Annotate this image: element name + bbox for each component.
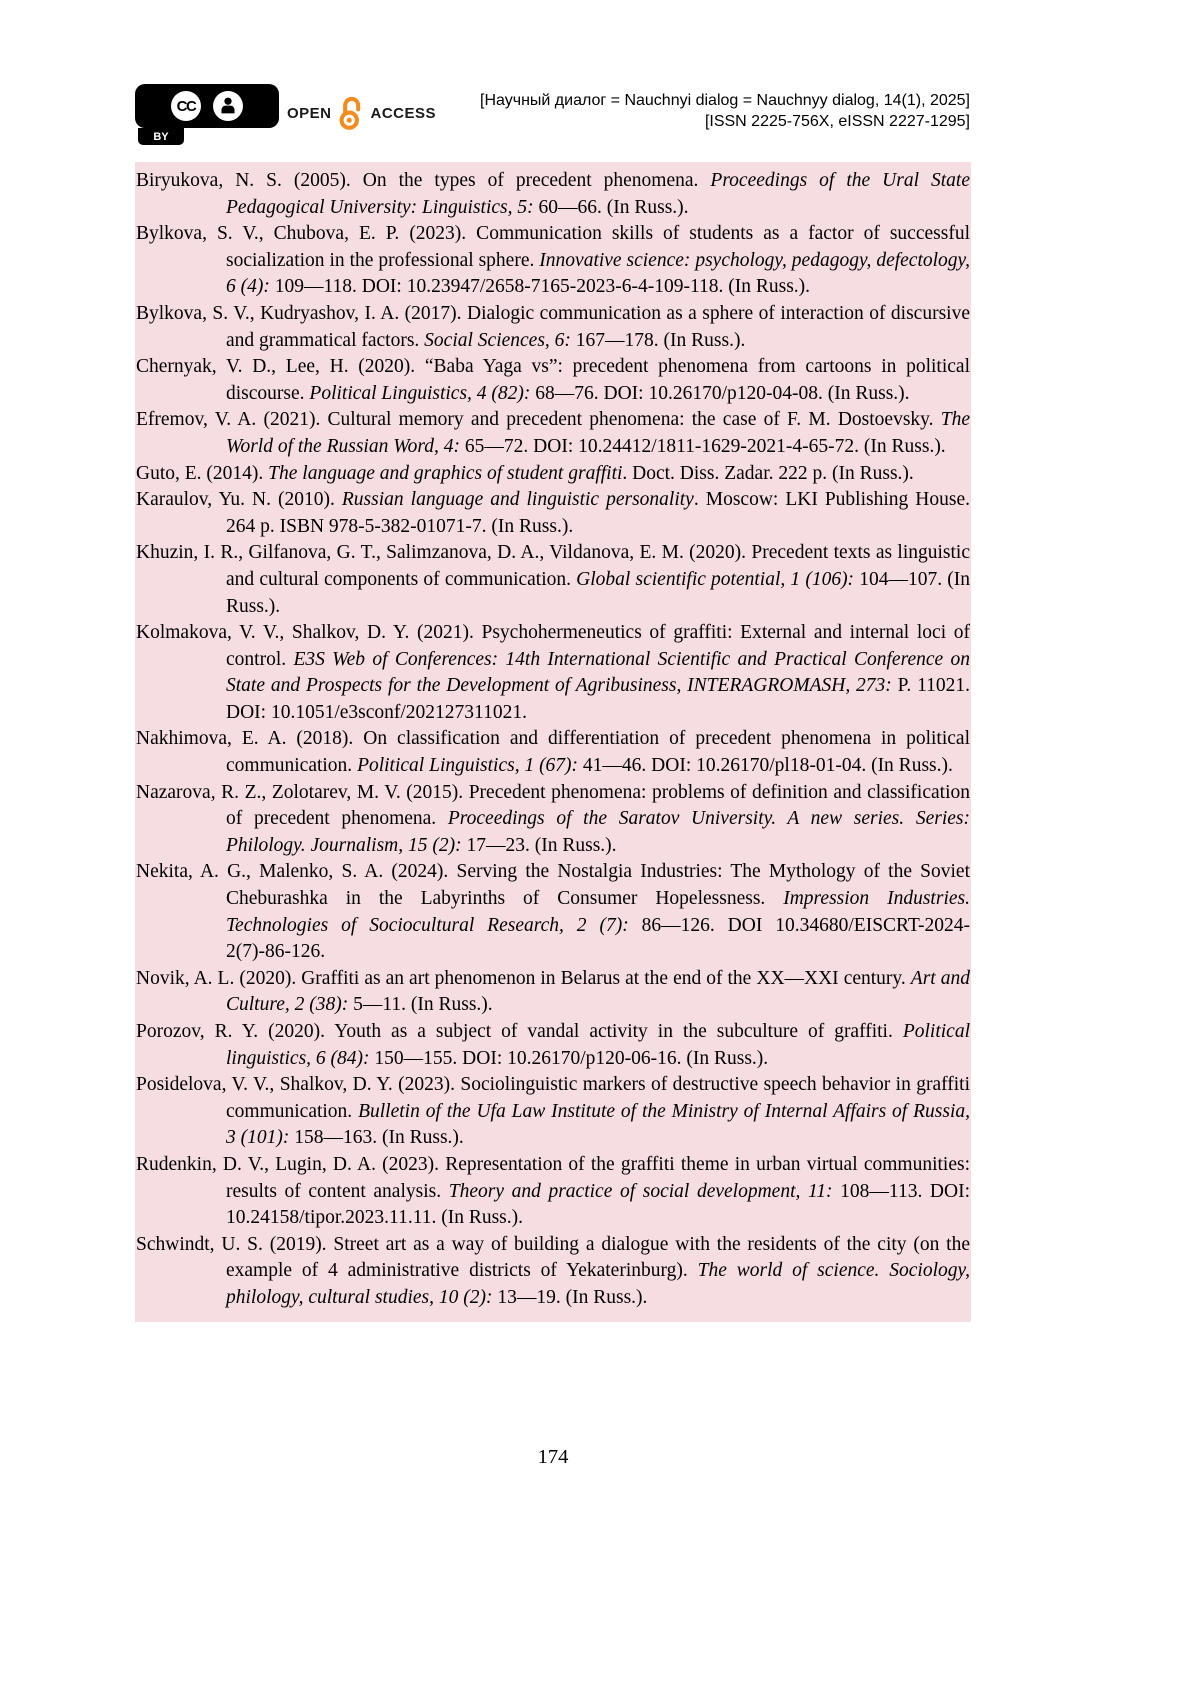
reference-entry: Nekita, A. G., Malenko, S. A. (2024). Serving the Nostalgia Industries: The Mythology of the Soviet Cheburashka in the Labyrinths of Consumer Hopelessness. Impression Industries. Technologies of Sociocultural Research, 2 (7): 86—126. DOI 10.34680/EISCRT-2024-2(7)-86-126.: [136, 861, 970, 963]
page-number: 174: [537, 1446, 569, 1468]
reference-entry: Karaulov, Yu. N. (2010). Russian language and linguistic personality. Moscow: LKI Publishing House. 264 p. ISBN 978-5-382-01071-7. (In Russ.).: [136, 489, 970, 537]
reference-entry: Nakhimova, E. A. (2018). On classification and differentiation of precedent phenomena in political communication. Political Linguistics, 1 (67): 41—46. DOI: 10.26170/pl18-01-04. (In Russ.).: [136, 728, 970, 777]
reference-entry: Chernyak, V. D., Lee, H. (2020). “Baba Yaga vs”: precedent phenomena from cartoons in political discourse. Political Linguistics, 4 (82): 68—76. DOI: 10.26170/p120-04-08. (In Russ.).: [136, 356, 970, 404]
reference-entry: Biryukova, N. S. (2005). On the types of precedent phenomena. Proceedings of the Ural State Pedagogical University: Linguistics, 5: 60—66. (In Russ.).: [136, 170, 970, 218]
cc-badge-box: [135, 84, 279, 128]
open-access-logo: [287, 95, 436, 131]
reference-entry: Schwindt, U. S. (2019). Street art as a way of building a dialogue with the residents of the city (on the example of 4 administrative districts of Yekaterinburg). The world of science. Sociology, philology, cultural studies, 10 (2): 13—19. (In Russ.).: [136, 1233, 970, 1308]
journal-title-line: [Научный диалог = Nauchnyi dialog = Nauchnyy dialog, 14(1), 2025]: [480, 92, 970, 109]
open-access-open-label: OPEN: [287, 104, 332, 122]
journal-header: [480, 90, 970, 132]
reference-entry: Efremov, V. A. (2021). Cultural memory and precedent phenomena: the case of F. M. Dostoevsky. The World of the Russian Word, 4: 65—72. DOI: 10.24412/1811-1629-2021-4-65-72. (In Russ.).: [136, 409, 970, 457]
reference-entry: Nazarova, R. Z., Zolotarev, M. V. (2015). Precedent phenomena: problems of definition and classification of precedent phenomena. Proceedings of the Saratov University. A new series. Series: Philology. Journalism, 15 (2): 17—23. (In Russ.).: [136, 781, 970, 856]
by-person-icon: [213, 91, 243, 121]
reference-entry: Rudenkin, D. V., Lugin, D. A. (2023). Representation of the graffiti theme in urban virtual communities: results of content analysis. Theory and practice of social development, 11: 108—113. DOI: 10.24158/tipor.2023.11.11. (In Russ.).: [136, 1153, 971, 1229]
cc-icon: CC: [171, 91, 201, 121]
reference-entry: Guto, E. (2014). The language and graphics of student graffiti. Doct. Diss. Zadar. 222 p. (In Russ.).: [136, 462, 914, 484]
reference-entry: Posidelova, V. V., Shalkov, D. Y. (2023). Sociolinguistic markers of destructive speech behavior in graffiti communication. Bulletin of the Ufa Law Institute of the Ministry of Internal Affairs of Russia, 3 (101): 158—163. (In Russ.).: [136, 1074, 970, 1149]
open-access-access-label: ACCESS: [370, 104, 437, 122]
reference-entry: Bylkova, S. V., Kudryashov, I. A. (2017). Dialogic communication as a sphere of interaction of discursive and grammatical factors. Social Sciences, 6: 167—178. (In Russ.).: [136, 302, 970, 351]
cc-by-license-badge: [135, 84, 279, 145]
reference-entry: Porozov, R. Y. (2020). Youth as a subject of vandal activity in the subculture of graffiti. Political linguistics, 6 (84): 150—155. DOI: 10.26170/p120-06-16. (In Russ.).: [136, 1021, 970, 1069]
reference-entry: Bylkova, S. V., Chubova, E. P. (2023). Communication skills of students as a factor of successful socialization in the professional sphere. Innovative science: psychology, pedagogy, defectology, 6 (4): 109—118. DOI: 10.23947/2658-7165-2023-6-4-109-118. (In Russ.).: [136, 223, 970, 298]
reference-entry: Khuzin, I. R., Gilfanova, G. T., Salimzanova, D. A., Vildanova, E. M. (2020). Precedent texts as linguistic and cultural components of communication. Global scientific potential, 1 (106): 104—107. (In Russ.).: [136, 542, 970, 617]
reference-entry: Kolmakova, V. V., Shalkov, D. Y. (2021). Psychohermeneutics of graffiti: External and internal loci of control. E3S Web of Conferences: 14th International Scientific and Practical Conference on State and Prospects for the Development of Agribusiness, INTERAGROMASH, 273: P. 11021. DOI: 10.1051/e3sconf/202127311021.: [136, 622, 970, 723]
reference-entry: Novik, A. L. (2020). Graffiti as an art phenomenon in Belarus at the end of the XX—XXI century. Art and Culture, 2 (38): 5—11. (In Russ.).: [136, 967, 970, 1016]
journal-issn-line: [ISSN 2225-756X, eISSN 2227-1295]: [704, 113, 970, 130]
references-list: [135, 162, 971, 1322]
by-label: BY: [138, 128, 184, 145]
open-lock-icon: [338, 95, 365, 131]
